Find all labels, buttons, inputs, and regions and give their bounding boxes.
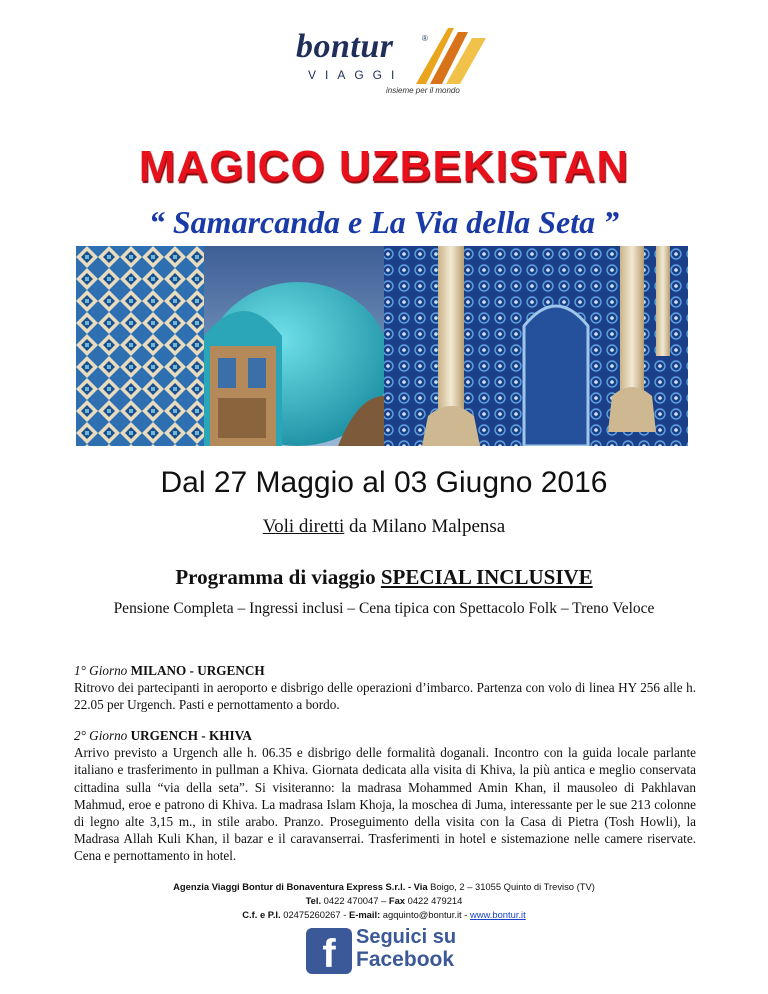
email-label: E-mail:: [348, 909, 381, 920]
email-address: agquinto@bontur.it -: [380, 909, 470, 920]
flights-origin-text: da Milano Malpensa: [344, 516, 506, 537]
itinerary-day-1: [74, 662, 696, 714]
day-description: Arrivo previsto a Urgench alle h. 06.35 e disbrigo delle formalità doganali. Incontro con la guida locale parlante italiano e trasferimento in pullman a Khiva. Giornata dedicata alla visita di Khiva, la più antica e meglio conservata cittadina sulla “via della seta”. Si visiteranno: la madrasa Mohammed Amin Khan, il mausoleo di Pakhlavan Mahmud, eroe e patrono di Khiva. La madrasa Islam Khoja, la moschea di Juma, interessante per le sue 213 colonne di legno alte 3,15 m., in stile arabo. Pranzo. Proseguimento della visita con la Casa di Pietra (Tosh Howli), la Madrasa Allah Kuli Khan, il bazar e il caravanserrai. Trasferimenti in hotel e sistemazione nelle camere riservate. Cena e pernottamento in hotel.: [74, 745, 696, 864]
facebook-follow-badge[interactable]: [306, 926, 462, 976]
agency-name: Agenzia Viaggi Bontur di Bonaventura Express S.r.l.: [173, 881, 406, 892]
day-header: [74, 662, 696, 679]
logo-wing-icon: [396, 24, 488, 86]
tel-label: Tel.: [305, 895, 322, 906]
day-header: [74, 727, 696, 744]
logo-registered-mark: ®: [422, 34, 428, 43]
inclusions-line: Pensione Completa – Ingressi inclusi – Cena tipica con Spettacolo Folk – Treno Veloce: [113, 600, 655, 617]
facebook-follow-text: Seguici su: [356, 926, 457, 948]
website-link[interactable]: www.bontur.it: [469, 909, 526, 920]
tel-number: 0422 470047 –: [321, 895, 389, 906]
footer-address-line: [0, 880, 768, 894]
cf-label: C.f. e P.I.: [242, 909, 281, 920]
day-number: 1° Giorno: [74, 663, 128, 678]
program-heading: [0, 565, 768, 590]
uzbekistan-photo-collage: [76, 246, 688, 446]
travel-dates: Dal 27 Maggio al 03 Giugno 2016: [160, 466, 608, 499]
agency-footer: [0, 880, 768, 922]
logo-wordmark: bontur: [296, 28, 394, 65]
cf-number: 02475260267 -: [280, 909, 349, 920]
via-label: - Via: [407, 881, 428, 892]
bontur-logo: [288, 24, 488, 102]
facebook-label: Facebook: [356, 948, 455, 971]
itinerary-day-2: [74, 727, 696, 865]
logo-tagline: insieme per il mondo: [386, 86, 460, 95]
fax-label: Fax: [388, 895, 406, 906]
day-route: URGENCH - KHIVA: [130, 728, 252, 743]
flights-info: [0, 516, 768, 538]
facebook-icon: [306, 928, 352, 974]
program-prefix: Programma di viaggio: [175, 565, 381, 589]
flights-direct-label: Voli diretti: [262, 516, 345, 537]
fax-number: 0422 479214: [405, 895, 463, 906]
logo-subtitle: VIAGGI: [308, 68, 404, 82]
page-title: MAGICO UZBEKISTAN: [138, 142, 630, 191]
footer-phone-line: [0, 894, 768, 908]
page-subtitle: “ Samarcanda e La Via della Seta ”: [148, 204, 620, 240]
footer-contact-line: [0, 908, 768, 922]
facebook-f-letter: f: [322, 932, 336, 976]
day-description: Ritrovo dei partecipanti in aeroporto e disbrigo delle operazioni d’imbarco. Partenza con volo di linea HY 256 alle h. 22.05 per Urgench. Pasti e pernottamento a bordo.: [74, 680, 696, 713]
day-number: 2° Giorno: [74, 728, 128, 743]
day-route: MILANO - URGENCH: [130, 663, 265, 678]
program-highlight: SPECIAL INCLUSIVE: [380, 565, 593, 589]
agency-address: Boigo, 2 – 31055 Quinto di Treviso (TV): [427, 881, 595, 892]
